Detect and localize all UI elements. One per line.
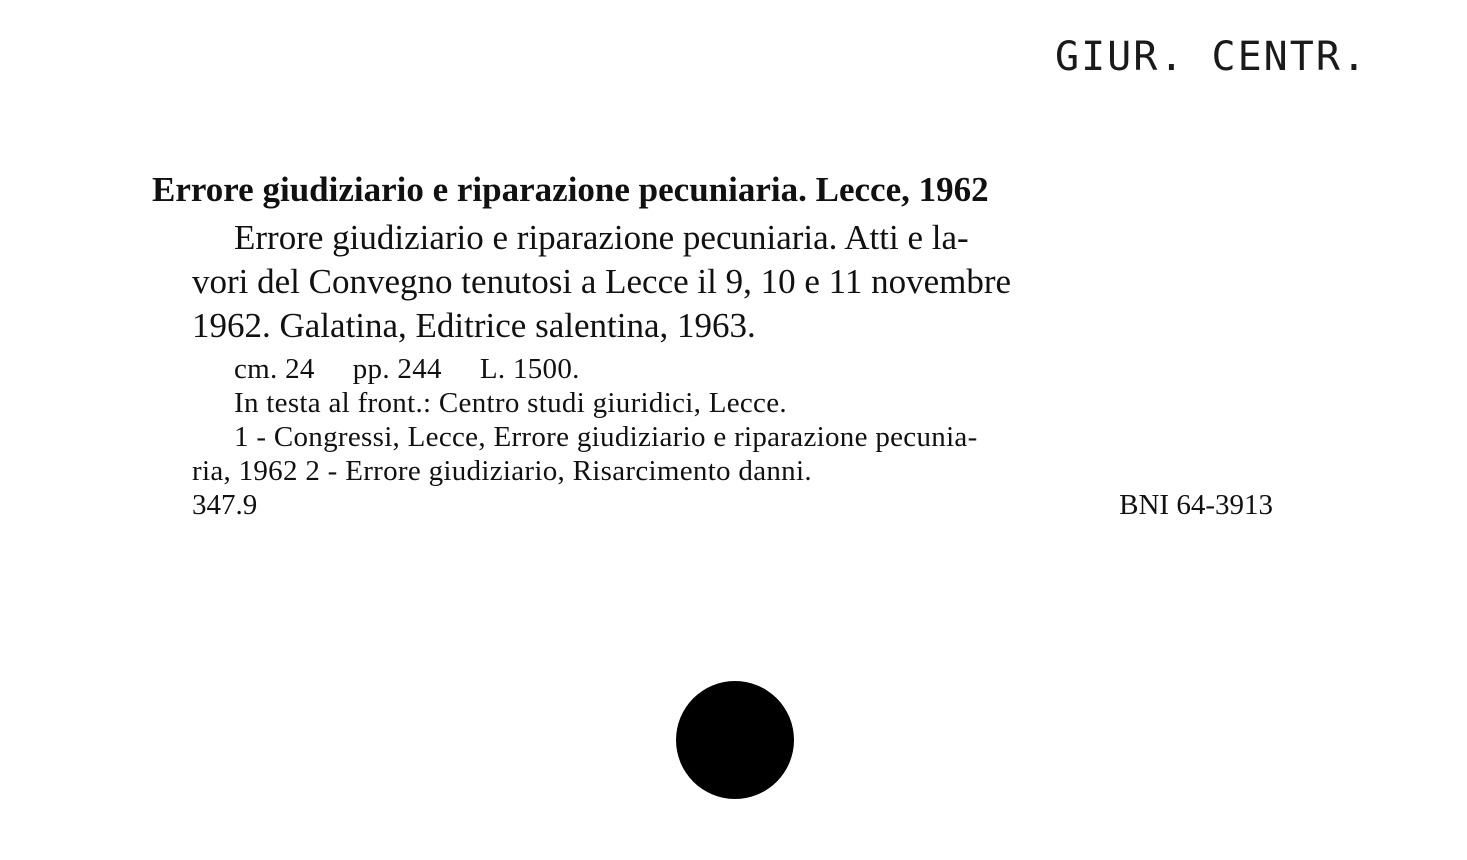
price-text: L. 1500. bbox=[479, 353, 580, 385]
title-page-note: In testa al front.: Centro studi giuridici, Lecce. bbox=[234, 387, 787, 419]
bibliographic-description bbox=[192, 216, 1277, 348]
size-text: cm. 24 bbox=[234, 353, 315, 385]
punch-hole bbox=[676, 681, 794, 799]
description-line: Errore giudiziario e riparazione pecuniaria. Atti e la- bbox=[234, 218, 969, 257]
classification-row bbox=[192, 488, 1277, 522]
description-line: vori del Convegno tenutosi a Lecce il 9, 10 e 11 novembre bbox=[192, 262, 1012, 301]
collection-stamp: GIUR. CENTR. bbox=[1055, 34, 1368, 80]
card-notes bbox=[192, 352, 1277, 522]
pages-text: pp. 244 bbox=[352, 353, 442, 385]
card-heading: Errore giudiziario e riparazione pecuniaria. Lecce, 1962 bbox=[152, 170, 989, 209]
subject-tracing-line: ria, 1962 2 - Errore giudiziario, Risarcimento danni. bbox=[192, 455, 812, 487]
classification-number: 347.9 bbox=[192, 489, 258, 521]
bni-number: BNI 64-3913 bbox=[1119, 489, 1273, 521]
subject-tracing-line: 1 - Congressi, Lecce, Errore giudiziario e riparazione pecunia- bbox=[234, 421, 978, 453]
physical-description bbox=[192, 352, 1277, 386]
description-line: 1962. Galatina, Editrice salentina, 1963. bbox=[192, 306, 756, 345]
